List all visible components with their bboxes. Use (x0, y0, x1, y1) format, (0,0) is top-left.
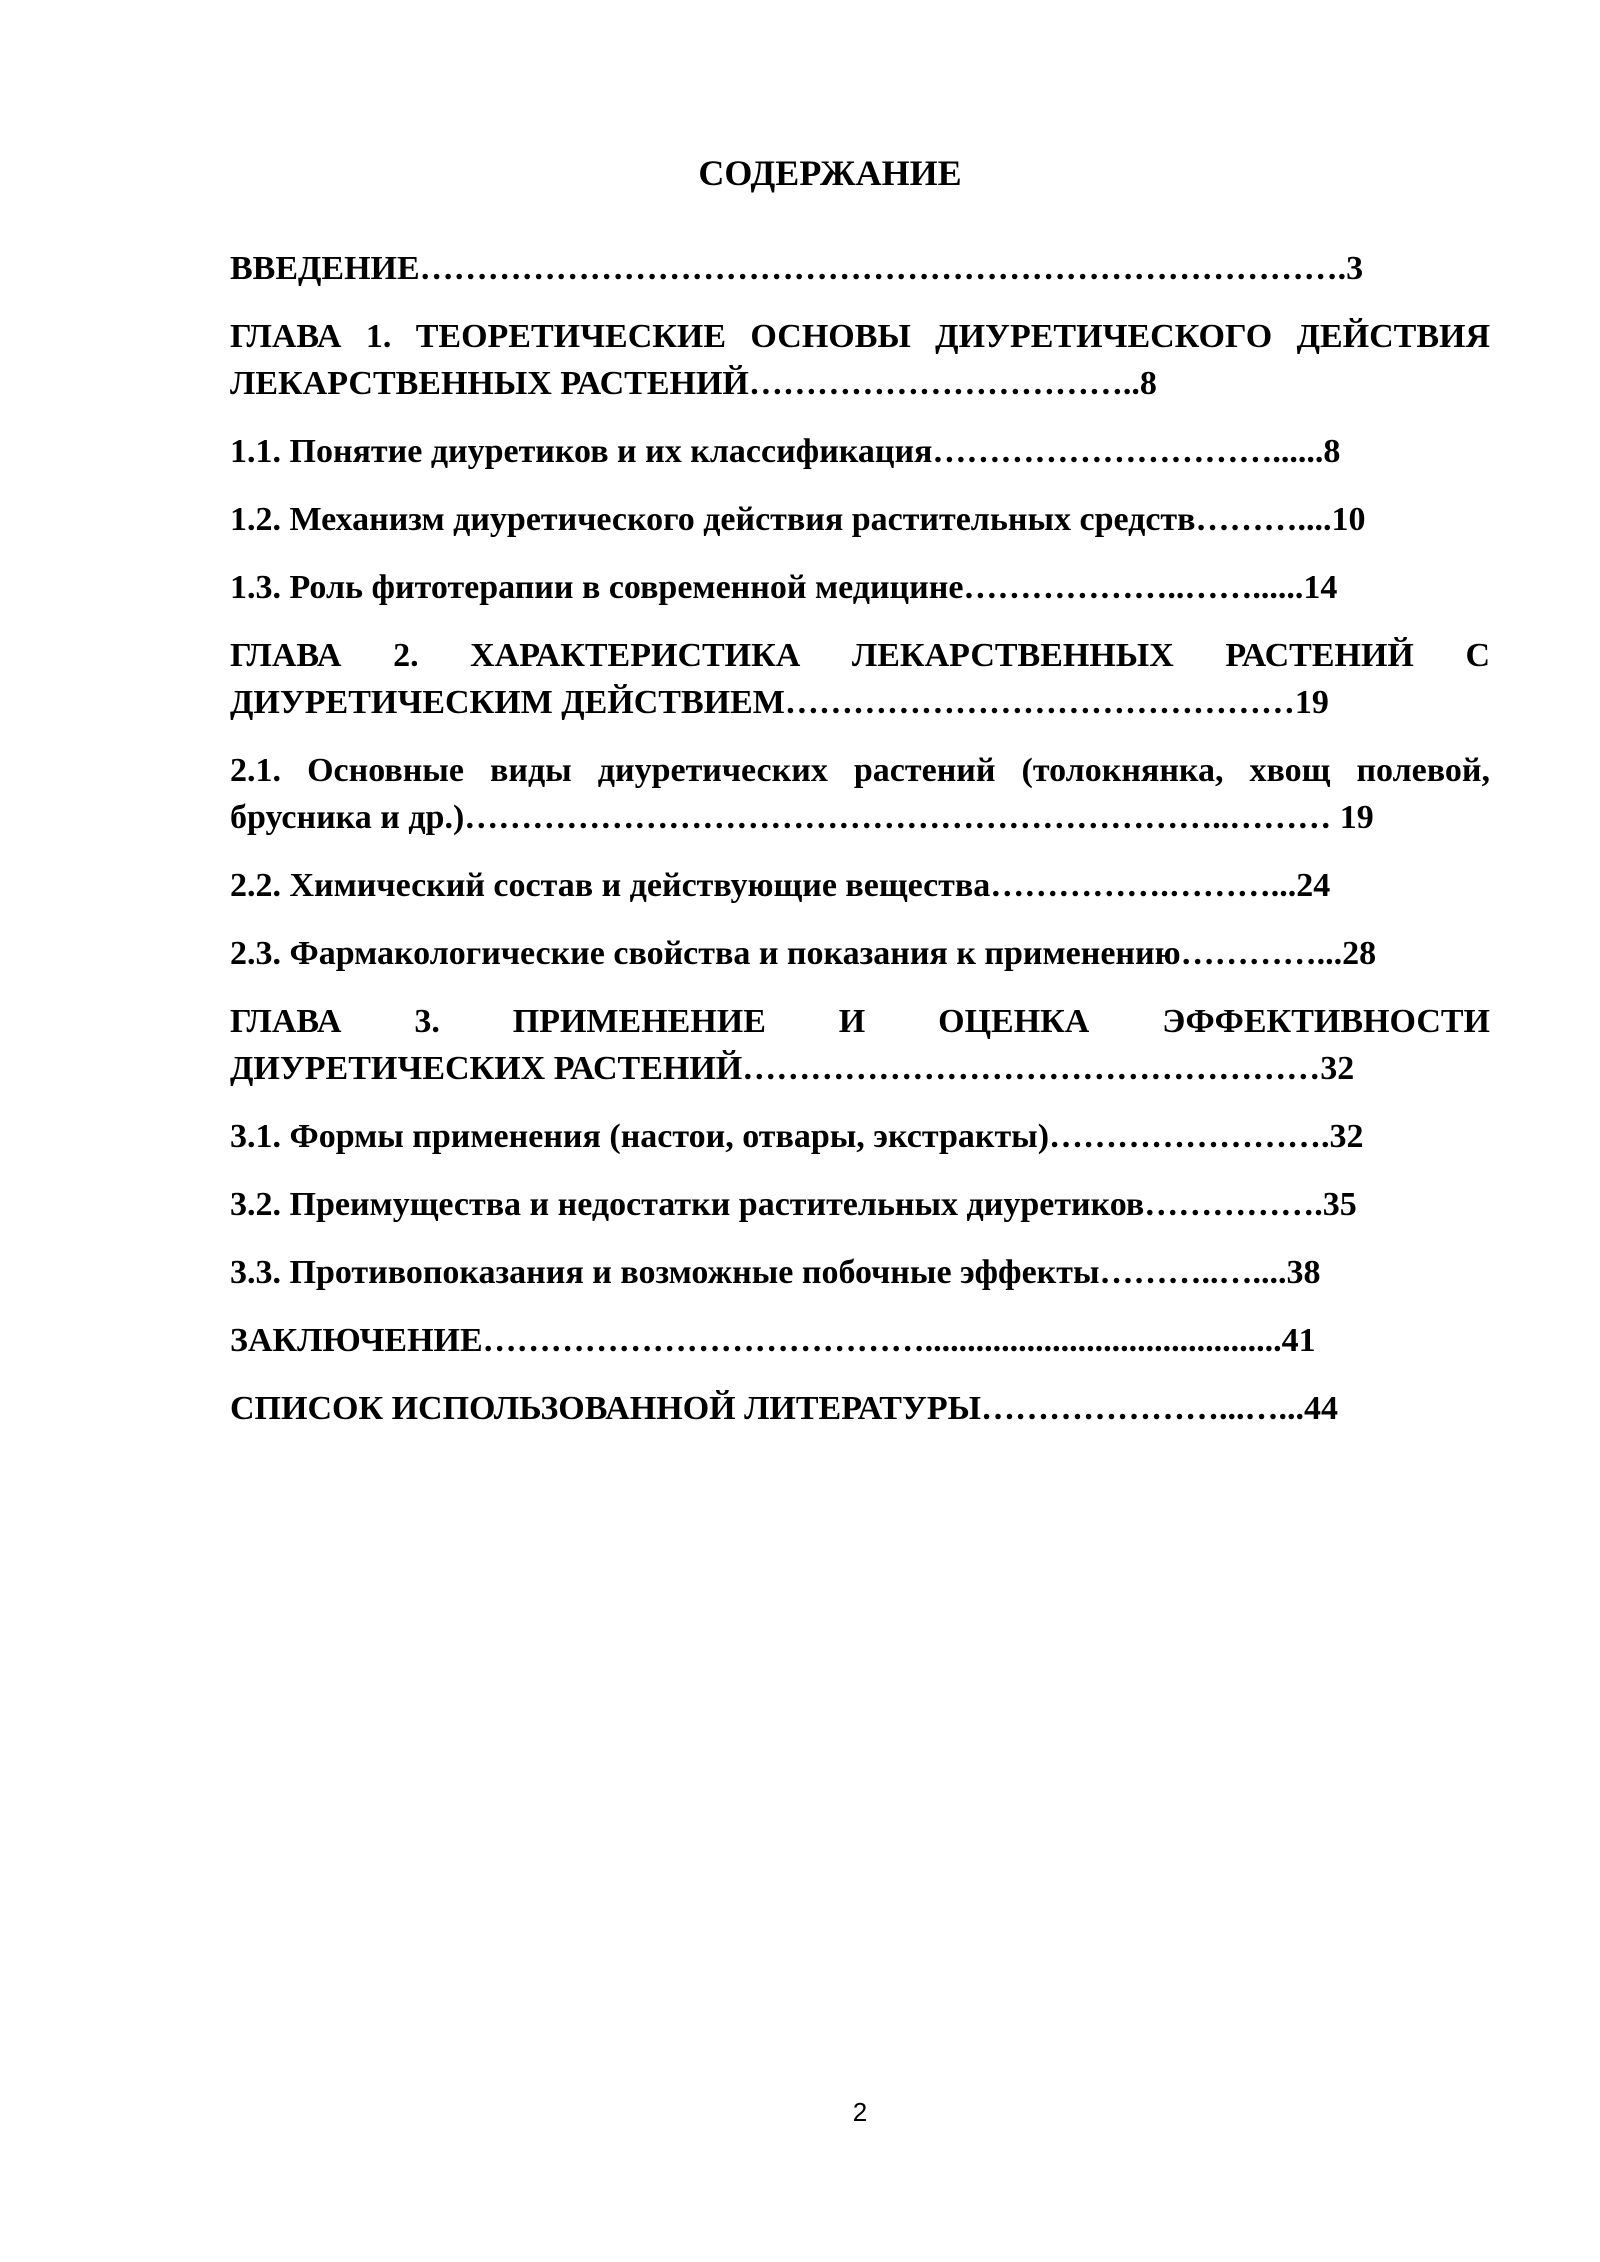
toc-entry-2-2: 2.2. Химический состав и действующие вещества…………….………...24 (230, 867, 1331, 904)
toc-entry-references: СПИСОК ИСПОЛЬЗОВАННОЙ ЛИТЕРАТУРЫ…………………...…...44 (230, 1390, 1338, 1427)
toc-entry-introduction: ВВЕДЕНИЕ……………………………………………………………………….3 (230, 250, 1364, 287)
toc-entry-chapter-1: ГЛАВА 1. ТЕОРЕТИЧЕСКИЕ ОСНОВЫ ДИУРЕТИЧЕСКОГО ДЕЙСТВИЯ ЛЕКАРСТВЕННЫХ РАСТЕНИЙ……………………………..8 (230, 318, 1490, 402)
toc-entry-2-1: 2.1. Основные виды диуретических растений (толокнянка, хвощ полевой, брусника и др.)…………………………………………………………..……… 19 (230, 752, 1490, 836)
toc-entry-1-3: 1.3. Роль фитотерапии в современной медицине………………..……......14 (230, 569, 1338, 606)
toc-entry-2-3: 2.3. Фармакологические свойства и показания к применению…………...28 (230, 935, 1377, 972)
toc-entry-3-2: 3.2. Преимущества и недостатки растительных диуретиков…………….35 (230, 1186, 1357, 1223)
toc-entry-1-1: 1.1. Понятие диуретиков и их классификация…………………………......8 (230, 433, 1341, 470)
toc-entry-3-1: 3.1. Формы применения (настои, отвары, экстракты)…………………….32 (230, 1118, 1364, 1155)
toc-heading: СОДЕРЖАНИЕ (698, 153, 962, 193)
toc-entry-1-2: 1.2. Механизм диуретического действия растительных средств………....10 (230, 501, 1366, 538)
toc-entry-chapter-2: ГЛАВА 2. ХАРАКТЕРИСТИКА ЛЕКАРСТВЕННЫХ РАСТЕНИЙ С ДИУРЕТИЧЕСКИМ ДЕЙСТВИЕМ………………………………………19 (230, 637, 1490, 721)
toc-entry-conclusion: ЗАКЛЮЧЕНИЕ…………………………………..........................................41 (230, 1322, 1316, 1359)
page-number: 2 (852, 2097, 868, 2127)
table-of-contents (230, 245, 1490, 1453)
toc-entry-chapter-3: ГЛАВА 3. ПРИМЕНЕНИЕ И ОЦЕНКА ЭФФЕКТИВНОСТИ ДИУРЕТИЧЕСКИХ РАСТЕНИЙ……………………………………………32 (230, 1003, 1490, 1087)
toc-entry-3-3: 3.3. Противопоказания и возможные побочные эффекты………..…....38 (230, 1254, 1321, 1291)
